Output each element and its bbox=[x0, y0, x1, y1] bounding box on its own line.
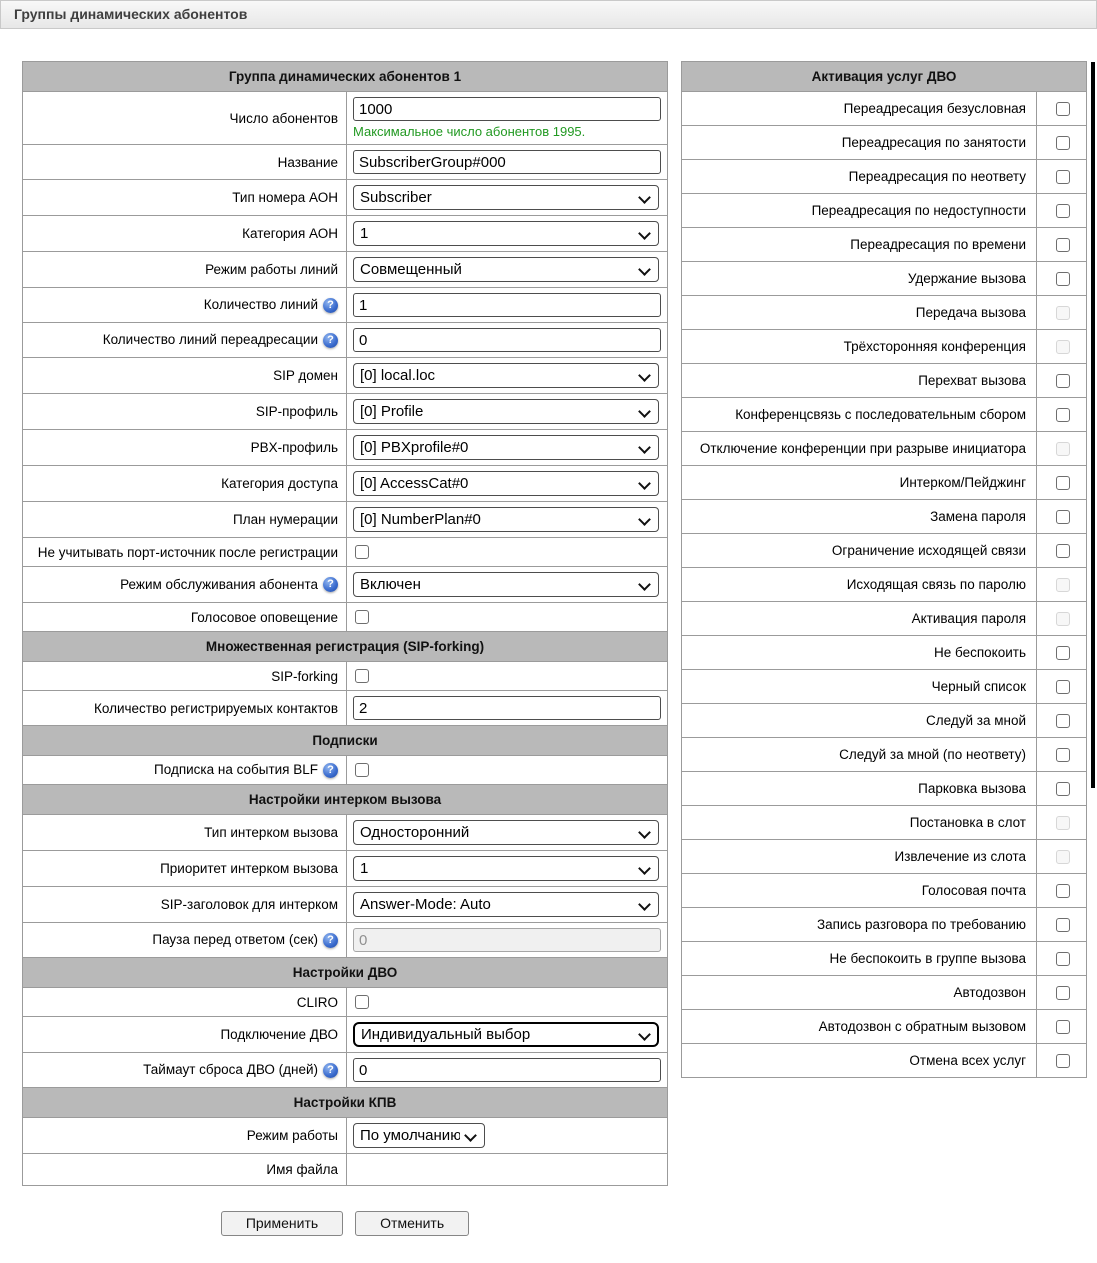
field-value-cell bbox=[347, 756, 668, 785]
field-label: Тип интерком вызова bbox=[204, 825, 338, 840]
service-checkbox[interactable] bbox=[1056, 476, 1070, 490]
service-row bbox=[682, 942, 1087, 976]
service-checkbox-cell bbox=[1037, 432, 1087, 466]
field-label: Подписка на события BLF bbox=[154, 762, 318, 778]
field-row bbox=[23, 756, 668, 785]
help-icon[interactable]: ? bbox=[323, 577, 338, 592]
field-value-cell bbox=[347, 358, 668, 394]
select-input[interactable] bbox=[353, 257, 659, 282]
service-checkbox[interactable] bbox=[1056, 204, 1070, 218]
field-row bbox=[23, 567, 668, 603]
service-label: Трёхсторонняя конференция bbox=[682, 330, 1037, 364]
field-label-cell bbox=[23, 851, 347, 887]
service-checkbox-cell bbox=[1037, 704, 1087, 738]
section-row bbox=[23, 632, 668, 662]
select-wrapper bbox=[353, 363, 659, 388]
field-value-cell bbox=[347, 923, 668, 958]
service-label: Отмена всех услуг bbox=[682, 1044, 1037, 1078]
field-row bbox=[23, 145, 668, 180]
field-label: SIP-заголовок для интерком bbox=[160, 897, 338, 912]
section-header: Настройки интерком вызова bbox=[23, 785, 668, 815]
field-row bbox=[23, 1053, 668, 1088]
service-row bbox=[682, 636, 1087, 670]
service-checkbox[interactable] bbox=[1056, 1054, 1070, 1068]
field-label: SIP-профиль bbox=[255, 404, 338, 419]
field-value-cell bbox=[347, 288, 668, 323]
field-label: Количество линий переадресации bbox=[102, 332, 318, 348]
field-label-cell bbox=[23, 988, 347, 1017]
select-input[interactable] bbox=[353, 820, 659, 845]
field-label-cell bbox=[23, 252, 347, 288]
service-checkbox[interactable] bbox=[1056, 680, 1070, 694]
field-label: Количество линий bbox=[203, 297, 318, 313]
select-input[interactable] bbox=[353, 363, 659, 388]
service-checkbox-cell bbox=[1037, 466, 1087, 500]
section-row bbox=[23, 1088, 668, 1118]
service-label: Не беспокоить в группе вызова bbox=[682, 942, 1037, 976]
field-row bbox=[23, 216, 668, 252]
service-checkbox[interactable] bbox=[1056, 136, 1070, 150]
section-header: Множественная регистрация (SIP-forking) bbox=[23, 632, 668, 662]
service-checkbox-cell bbox=[1037, 670, 1087, 704]
service-checkbox[interactable] bbox=[1056, 544, 1070, 558]
checkbox-input[interactable] bbox=[355, 995, 369, 1009]
field-label-cell bbox=[23, 323, 347, 358]
field-label: Приоритет интерком вызова bbox=[160, 861, 338, 876]
service-label: Следуй за мной (по неответу) bbox=[682, 738, 1037, 772]
field-label-cell bbox=[23, 394, 347, 430]
field-label-cell bbox=[23, 1017, 347, 1053]
field-label-cell bbox=[23, 180, 347, 216]
service-label: Удержание вызова bbox=[682, 262, 1037, 296]
table-header-row bbox=[682, 62, 1087, 92]
service-label: Передача вызова bbox=[682, 296, 1037, 330]
field-value-cell bbox=[347, 691, 668, 726]
field-row bbox=[23, 815, 668, 851]
field-hint: Максимальное число абонентов 1995. bbox=[353, 124, 586, 139]
field-label-cell bbox=[23, 1053, 347, 1088]
field-label-cell bbox=[23, 1154, 347, 1186]
field-row bbox=[23, 1154, 668, 1186]
field-label: SIP домен bbox=[273, 368, 338, 383]
service-checkbox-cell bbox=[1037, 942, 1087, 976]
field-label-cell bbox=[23, 145, 347, 180]
service-label: Переадресация по недоступности bbox=[682, 194, 1037, 228]
service-row bbox=[682, 534, 1087, 568]
service-row bbox=[682, 500, 1087, 534]
field-label-cell bbox=[23, 603, 347, 632]
field-label: Название bbox=[277, 154, 338, 170]
service-label: Замена пароля bbox=[682, 500, 1037, 534]
field-value-cell bbox=[347, 145, 668, 180]
service-label: Исходящая связь по паролю bbox=[682, 568, 1037, 602]
service-label: Переадресация по времени bbox=[682, 228, 1037, 262]
select-wrapper bbox=[353, 1123, 485, 1148]
field-value-cell bbox=[347, 180, 668, 216]
service-label: Отключение конференции при разрыве инициатора bbox=[682, 432, 1037, 466]
field-label: PBX-профиль bbox=[250, 440, 338, 455]
select-wrapper bbox=[353, 471, 659, 496]
service-checkbox[interactable] bbox=[1056, 748, 1070, 762]
field-row bbox=[23, 603, 668, 632]
service-checkbox[interactable] bbox=[1056, 1020, 1070, 1034]
service-label: Запись разговора по требованию bbox=[682, 908, 1037, 942]
service-row bbox=[682, 262, 1087, 296]
service-row bbox=[682, 432, 1087, 466]
service-checkbox[interactable] bbox=[1056, 952, 1070, 966]
select-wrapper bbox=[353, 221, 659, 246]
text-input[interactable] bbox=[353, 150, 661, 174]
page-title: Группы динамических абонентов bbox=[14, 6, 248, 22]
field-value-cell bbox=[347, 323, 668, 358]
service-checkbox-cell bbox=[1037, 908, 1087, 942]
checkbox-input[interactable] bbox=[355, 763, 369, 777]
service-checkbox[interactable] bbox=[1056, 918, 1070, 932]
select-input[interactable] bbox=[353, 892, 659, 917]
service-checkbox[interactable] bbox=[1056, 272, 1070, 286]
service-row bbox=[682, 908, 1087, 942]
service-row bbox=[682, 92, 1087, 126]
service-row bbox=[682, 1010, 1087, 1044]
field-row bbox=[23, 394, 668, 430]
field-label-cell bbox=[23, 92, 347, 145]
field-value-cell bbox=[347, 988, 668, 1017]
service-checkbox[interactable] bbox=[1056, 884, 1070, 898]
help-icon[interactable]: ? bbox=[323, 333, 338, 348]
select-wrapper bbox=[353, 572, 659, 597]
service-checkbox bbox=[1056, 816, 1070, 830]
select-input[interactable] bbox=[353, 471, 659, 496]
service-row bbox=[682, 126, 1087, 160]
field-label-cell bbox=[23, 216, 347, 252]
select-input[interactable] bbox=[353, 221, 659, 246]
help-icon[interactable]: ? bbox=[323, 763, 338, 778]
cancel-button[interactable]: Отменить bbox=[355, 1211, 469, 1236]
select-wrapper bbox=[353, 892, 659, 917]
field-label: Режим обслуживания абонента bbox=[120, 576, 318, 592]
field-label-cell bbox=[23, 567, 347, 603]
service-label: Постановка в слот bbox=[682, 806, 1037, 840]
text-input bbox=[353, 928, 661, 952]
service-row bbox=[682, 296, 1087, 330]
apply-button[interactable]: Применить bbox=[221, 1211, 343, 1236]
service-checkbox-cell bbox=[1037, 398, 1087, 432]
field-value-cell bbox=[347, 466, 668, 502]
service-row bbox=[682, 364, 1087, 398]
service-row bbox=[682, 840, 1087, 874]
select-input[interactable] bbox=[353, 507, 659, 532]
service-checkbox-cell bbox=[1037, 160, 1087, 194]
service-row bbox=[682, 568, 1087, 602]
field-value-cell bbox=[347, 1017, 668, 1053]
field-label: Таймаут сброса ДВО (дней) bbox=[143, 1062, 318, 1078]
field-value-cell bbox=[347, 662, 668, 691]
select-input[interactable] bbox=[353, 435, 659, 460]
select-wrapper bbox=[353, 1022, 659, 1047]
service-row bbox=[682, 874, 1087, 908]
field-label-cell bbox=[23, 923, 347, 958]
field-label: Количество регистрируемых контактов bbox=[94, 700, 338, 716]
service-checkbox-cell bbox=[1037, 806, 1087, 840]
service-label: Ограничение исходящей связи bbox=[682, 534, 1037, 568]
service-checkbox-cell bbox=[1037, 262, 1087, 296]
service-row bbox=[682, 738, 1087, 772]
text-input[interactable] bbox=[353, 328, 661, 352]
field-row bbox=[23, 288, 668, 323]
service-checkbox bbox=[1056, 442, 1070, 456]
field-label: Режим работы линий bbox=[205, 262, 338, 277]
select-wrapper bbox=[353, 856, 659, 881]
select-input[interactable] bbox=[353, 399, 659, 424]
service-checkbox-cell bbox=[1037, 976, 1087, 1010]
field-label: Голосовое оповещение bbox=[190, 609, 338, 625]
form-actions bbox=[22, 1211, 668, 1236]
field-label-cell bbox=[23, 662, 347, 691]
service-row bbox=[682, 160, 1087, 194]
service-label: Активация пароля bbox=[682, 602, 1037, 636]
field-row bbox=[23, 92, 668, 145]
service-label: Интерком/Пейджинг bbox=[682, 466, 1037, 500]
field-label-cell bbox=[23, 502, 347, 538]
service-row bbox=[682, 194, 1087, 228]
service-checkbox[interactable] bbox=[1056, 170, 1070, 184]
field-value-cell bbox=[347, 851, 668, 887]
section-header: Группа динамических абонентов 1 bbox=[23, 62, 668, 92]
service-checkbox[interactable] bbox=[1056, 374, 1070, 388]
service-checkbox[interactable] bbox=[1056, 510, 1070, 524]
service-row bbox=[682, 670, 1087, 704]
service-checkbox[interactable] bbox=[1056, 646, 1070, 660]
field-value-cell bbox=[347, 252, 668, 288]
field-row bbox=[23, 923, 668, 958]
field-label: План нумерации bbox=[233, 512, 338, 527]
field-value-cell bbox=[347, 887, 668, 923]
service-checkbox-cell bbox=[1037, 364, 1087, 398]
field-value-cell bbox=[347, 394, 668, 430]
field-row bbox=[23, 538, 668, 567]
field-value-cell bbox=[347, 1118, 668, 1154]
service-label: Перехват вызова bbox=[682, 364, 1037, 398]
field-row bbox=[23, 323, 668, 358]
field-value-cell bbox=[347, 567, 668, 603]
field-label-cell bbox=[23, 538, 347, 567]
service-row bbox=[682, 330, 1087, 364]
section-header: Настройки ДВО bbox=[23, 958, 668, 988]
field-value-cell bbox=[347, 538, 668, 567]
text-input[interactable] bbox=[353, 1058, 661, 1082]
service-label: Парковка вызова bbox=[682, 772, 1037, 806]
service-checkbox[interactable] bbox=[1056, 714, 1070, 728]
service-row bbox=[682, 704, 1087, 738]
vertical-divider bbox=[1091, 62, 1095, 788]
field-label-cell bbox=[23, 430, 347, 466]
field-label-cell bbox=[23, 887, 347, 923]
help-icon[interactable]: ? bbox=[323, 933, 338, 948]
help-icon[interactable]: ? bbox=[323, 1063, 338, 1078]
text-input[interactable] bbox=[353, 696, 661, 720]
section-row bbox=[23, 958, 668, 988]
service-checkbox[interactable] bbox=[1056, 102, 1070, 116]
field-value-cell bbox=[347, 815, 668, 851]
select-input[interactable] bbox=[353, 1123, 485, 1148]
field-label: Тип номера АОН bbox=[232, 190, 338, 205]
left-column bbox=[22, 61, 668, 1236]
service-checkbox bbox=[1056, 306, 1070, 320]
service-label: Переадресация безусловная bbox=[682, 92, 1037, 126]
service-label: Конференцсвязь с последовательным сбором bbox=[682, 398, 1037, 432]
service-label: Не беспокоить bbox=[682, 636, 1037, 670]
service-checkbox bbox=[1056, 578, 1070, 592]
section-header: Активация услуг ДВО bbox=[682, 62, 1087, 92]
section-header: Настройки КПВ bbox=[23, 1088, 668, 1118]
field-row bbox=[23, 988, 668, 1017]
section-header: Подписки bbox=[23, 726, 668, 756]
service-checkbox bbox=[1056, 850, 1070, 864]
field-row bbox=[23, 252, 668, 288]
field-row bbox=[23, 358, 668, 394]
section-row bbox=[23, 785, 668, 815]
field-label: Не учитывать порт-источник после регистрации bbox=[37, 544, 338, 560]
field-value-cell bbox=[347, 603, 668, 632]
service-checkbox-cell bbox=[1037, 126, 1087, 160]
field-row bbox=[23, 691, 668, 726]
service-checkbox-cell bbox=[1037, 194, 1087, 228]
service-label: Автодозвон с обратным вызовом bbox=[682, 1010, 1037, 1044]
service-checkbox-cell bbox=[1037, 1010, 1087, 1044]
checkbox-input[interactable] bbox=[355, 610, 369, 624]
service-label: Черный список bbox=[682, 670, 1037, 704]
select-input[interactable] bbox=[353, 185, 659, 210]
field-label-cell bbox=[23, 691, 347, 726]
service-checkbox-cell bbox=[1037, 228, 1087, 262]
service-row bbox=[682, 772, 1087, 806]
service-checkbox-cell bbox=[1037, 568, 1087, 602]
field-label: Подключение ДВО bbox=[220, 1027, 338, 1042]
service-checkbox-cell bbox=[1037, 330, 1087, 364]
service-label: Голосовая почта bbox=[682, 874, 1037, 908]
service-checkbox-cell bbox=[1037, 738, 1087, 772]
service-checkbox-cell bbox=[1037, 874, 1087, 908]
service-checkbox-cell bbox=[1037, 840, 1087, 874]
select-input[interactable] bbox=[353, 856, 659, 881]
text-input[interactable] bbox=[353, 97, 661, 121]
service-row bbox=[682, 466, 1087, 500]
service-checkbox-cell bbox=[1037, 500, 1087, 534]
service-label: Переадресация по неответу bbox=[682, 160, 1037, 194]
field-label: Имя файла bbox=[266, 1162, 338, 1177]
service-label: Следуй за мной bbox=[682, 704, 1037, 738]
field-row bbox=[23, 851, 668, 887]
select-wrapper bbox=[353, 185, 659, 210]
content-area bbox=[22, 61, 1097, 1236]
service-checkbox[interactable] bbox=[1056, 238, 1070, 252]
service-label: Переадресация по занятости bbox=[682, 126, 1037, 160]
service-label: Автодозвон bbox=[682, 976, 1037, 1010]
section-row bbox=[23, 62, 668, 92]
service-checkbox-cell bbox=[1037, 296, 1087, 330]
field-label-cell bbox=[23, 288, 347, 323]
service-row bbox=[682, 1044, 1087, 1078]
service-checkbox-cell bbox=[1037, 602, 1087, 636]
field-row bbox=[23, 1017, 668, 1053]
field-value-cell bbox=[347, 1154, 668, 1186]
service-checkbox-cell bbox=[1037, 636, 1087, 670]
select-wrapper bbox=[353, 820, 659, 845]
checkbox-input[interactable] bbox=[355, 669, 369, 683]
service-checkbox-cell bbox=[1037, 534, 1087, 568]
field-label: CLIRO bbox=[296, 994, 338, 1010]
service-row bbox=[682, 228, 1087, 262]
field-label: Пауза перед ответом (сек) bbox=[152, 932, 318, 948]
field-row bbox=[23, 662, 668, 691]
service-row bbox=[682, 602, 1087, 636]
field-label: SIP-forking bbox=[271, 668, 338, 684]
field-value-cell bbox=[347, 216, 668, 252]
service-checkbox bbox=[1056, 612, 1070, 626]
field-label: Категория АОН bbox=[242, 226, 338, 241]
help-icon[interactable]: ? bbox=[323, 298, 338, 313]
static-value bbox=[353, 1159, 661, 1180]
field-label-cell bbox=[23, 466, 347, 502]
field-label: Число абонентов bbox=[229, 110, 338, 126]
field-row bbox=[23, 180, 668, 216]
field-label-cell bbox=[23, 358, 347, 394]
field-row bbox=[23, 466, 668, 502]
service-checkbox[interactable] bbox=[1056, 408, 1070, 422]
service-checkbox[interactable] bbox=[1056, 986, 1070, 1000]
field-label-cell bbox=[23, 756, 347, 785]
service-checkbox-cell bbox=[1037, 1044, 1087, 1078]
select-input[interactable] bbox=[353, 572, 659, 597]
service-checkbox-cell bbox=[1037, 772, 1087, 806]
select-wrapper bbox=[353, 507, 659, 532]
field-row bbox=[23, 887, 668, 923]
field-value-cell bbox=[347, 1053, 668, 1088]
service-checkbox[interactable] bbox=[1056, 782, 1070, 796]
field-value-cell bbox=[347, 430, 668, 466]
field-row bbox=[23, 502, 668, 538]
service-label: Извлечение из слота bbox=[682, 840, 1037, 874]
field-value-cell bbox=[347, 502, 668, 538]
service-checkbox bbox=[1056, 340, 1070, 354]
field-label: Категория доступа bbox=[221, 476, 338, 491]
service-checkbox-cell bbox=[1037, 92, 1087, 126]
subscriber-group-table bbox=[22, 61, 668, 1186]
select-input[interactable] bbox=[353, 1022, 659, 1047]
service-row bbox=[682, 398, 1087, 432]
field-row bbox=[23, 430, 668, 466]
dvo-services-table bbox=[681, 61, 1087, 1078]
checkbox-input[interactable] bbox=[355, 545, 369, 559]
field-value-cell bbox=[347, 92, 668, 145]
field-label-cell bbox=[23, 815, 347, 851]
field-label-cell bbox=[23, 1118, 347, 1154]
text-input[interactable] bbox=[353, 293, 661, 317]
select-wrapper bbox=[353, 435, 659, 460]
select-wrapper bbox=[353, 399, 659, 424]
service-row bbox=[682, 806, 1087, 840]
section-row bbox=[23, 726, 668, 756]
page-header-bar bbox=[0, 0, 1097, 29]
service-row bbox=[682, 976, 1087, 1010]
field-row bbox=[23, 1118, 668, 1154]
field-label: Режим работы bbox=[246, 1128, 338, 1143]
select-wrapper bbox=[353, 257, 659, 282]
